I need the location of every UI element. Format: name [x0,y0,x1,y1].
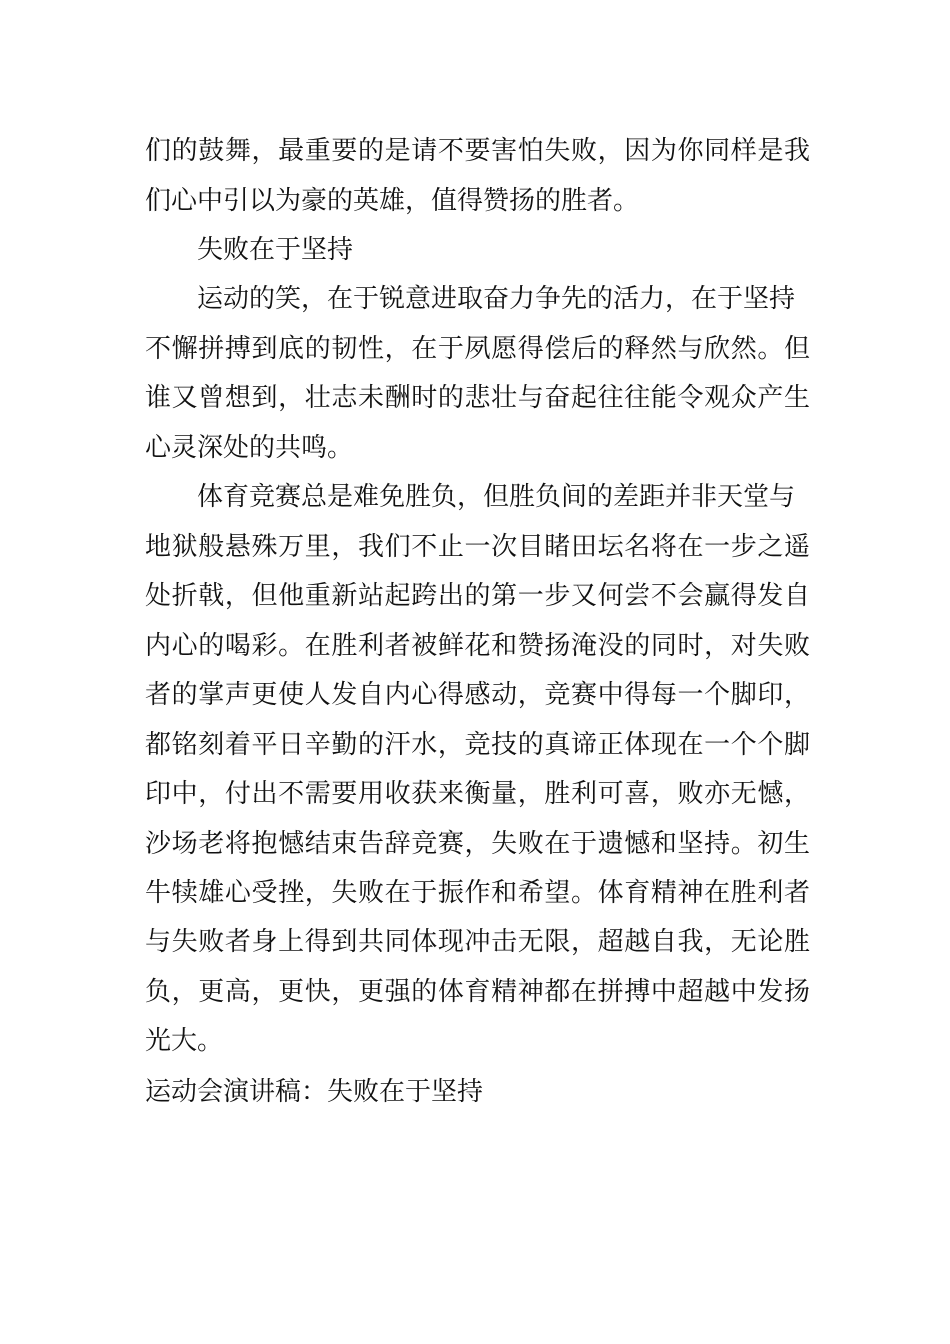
text-line: 们心中引以为豪的英雄，值得赞扬的胜者。 [145,186,640,216]
text-line: 谁又曾想到，壮志未酬时的悲壮与奋起往往能令观众产生 [145,383,810,413]
text-line: 地狱般悬殊万里，我们不止一次目睹田坛名将在一步之遥 [145,532,810,562]
text-line: 牛犊雄心受挫，失败在于振作和希望。体育精神在胜利者 [145,878,810,908]
text-line: 沙场老将抱憾结束告辞竞赛，失败在于遗憾和坚持。初生 [145,829,810,859]
text-line: 印中，付出不需要用收获来衡量，胜利可喜，败亦无憾， [145,779,810,809]
text-line: 者的掌声更使人发自内心得感动，竞赛中得每一个脚印， [145,680,810,710]
text-line: 体育竞赛总是难免胜负，但胜负间的差距并非天堂与 [197,482,796,512]
text-line: 不懈拼搏到底的韧性，在于夙愿得偿后的释然与欣然。但 [145,334,810,364]
text-line: 们的鼓舞，最重要的是请不要害怕失败，因为你同样是我 [145,136,810,166]
text-line: 心灵深处的共鸣。 [145,433,354,463]
text-line: 光大。 [145,1026,224,1056]
text-line: 负，更高，更快，更强的体育精神都在拼搏中超越中发扬 [145,977,810,1007]
text-line: 运动的笑，在于锐意进取奋力争先的活力，在于坚持 [197,284,796,314]
text-line: 处折戟，但他重新站起跨出的第一步又何尝不会赢得发自 [145,581,810,611]
document-title: 运动会演讲稿：失败在于坚持 [145,1077,484,1107]
text-line: 与失败者身上得到共同体现冲击无限，超越自我，无论胜 [145,927,810,957]
text-line: 都铭刻着平日辛勤的汗水，竞技的真谛正体现在一个个脚 [145,730,810,760]
section-heading: 失败在于坚持 [197,235,354,265]
text-line: 内心的喝彩。在胜利者被鲜花和赞扬淹没的同时，对失败 [145,631,810,661]
